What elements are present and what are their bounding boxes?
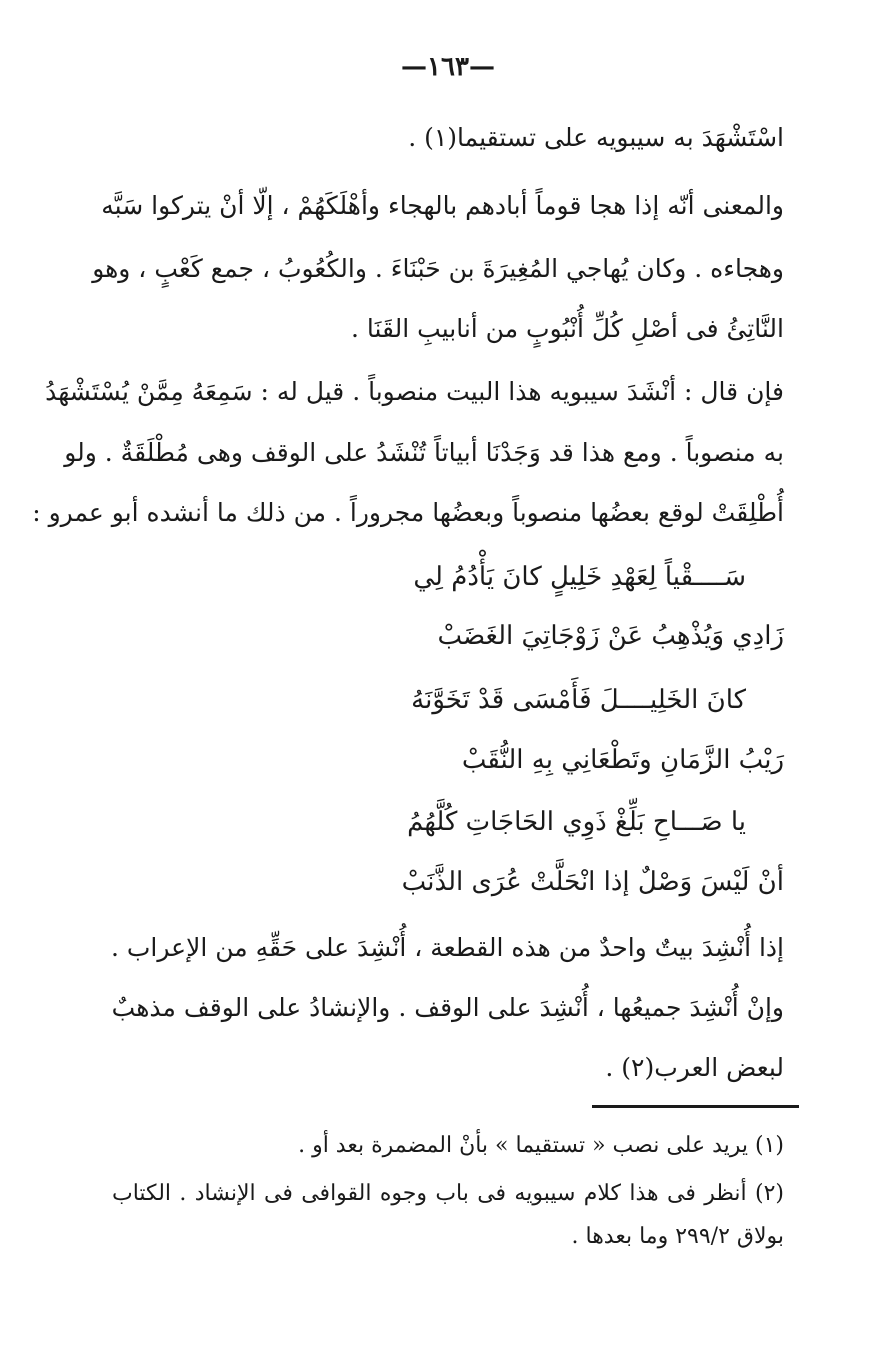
paragraph-line: وهجاءه . وكان يُهاجي المُغِيرَةَ بن حَبْنَاءَ . والكُعُوبُ ، جمع كَعْبٍ ، وهو xyxy=(92,254,784,283)
paragraph-line: فإن قال : أنْشَدَ سيبويه هذا البيت منصوباً . قيل له : سَمِعَهُ مِمَّنْ يُسْتَشْهَدُ xyxy=(45,377,784,406)
verse-line: سَــــقْياً لِعَهْدِ خَلِيلٍ كانَ يَأْدُمُ لِي xyxy=(413,562,746,592)
paragraph-line: والمعنى أنّه إذا هجا قوماً أبادهم بالهجاء وأهْلَكَهُمْ ، إلّا أنْ يتركوا سَبَّه xyxy=(101,191,784,220)
footnote-line: بولاق ٢٩٩/٢ وما بعدها . xyxy=(571,1224,784,1249)
page-number: —١٦٣— xyxy=(401,52,495,82)
verse-line: أنْ لَيْسَ وَصْلٌ إذا انْحَلَّتْ عُرَى الذَّنَبْ xyxy=(401,867,784,897)
paragraph-line: اسْتَشْهَدَ به سيبويه على تستقيما(١) . xyxy=(408,123,784,152)
verse-line: يا صَـــاحِ بَلِّغْ ذَوِي الحَاجَاتِ كُلَّهُمُ xyxy=(407,807,746,837)
paragraph-line: إذا أُنْشِدَ بيتٌ واحدٌ من هذه القطعة ، أُنْشِدَ على حَقِّهِ من الإعراب . xyxy=(110,933,784,962)
verse-line: رَيْبُ الزَّمَانِ وتَطْعَانِي بِهِ النُّقَبْ xyxy=(461,745,784,775)
footnote-line: (١) يريد على نصب « تستقيما » بأنْ المضمرة بعد أو . xyxy=(298,1133,784,1158)
verse-line: كانَ الخَلِيــــلَ فَأَمْسَى قَدْ تَخَوَّنَهُ xyxy=(411,685,746,715)
paragraph-line: لبعض العرب(٢) . xyxy=(605,1053,784,1082)
paragraph-line: النَّاتِئُ فى أصْلِ كُلِّ أُنْبُوبٍ من أنابيبِ القَنَا . xyxy=(350,314,784,343)
paragraph-line: أُطْلِقَتْ لوقع بعضُها منصوباً وبعضُها مجروراً . من ذلك ما أنشده أبو عمرو : xyxy=(32,498,784,527)
footnote-divider xyxy=(592,1105,799,1108)
paragraph-line: به منصوباً . ومع هذا قد وَجَدْنَا أبياتاً تُنْشَدُ على الوقف وهى مُطْلَقَةٌ . ولو xyxy=(64,438,784,467)
verse-line: زَادِي وَيُذْهِبُ عَنْ زَوْجَاتِيَ الغَضَبْ xyxy=(437,621,784,651)
paragraph-line: وإنْ أُنْشِدَ جميعُها ، أُنْشِدَ على الوقف . والإنشادُ على الوقف مذهبٌ xyxy=(111,993,784,1022)
footnote-line: (٢) أنظر فى هذا كلام سيبويه فى باب وجوه القوافى فى الإنشاد . الكتاب xyxy=(112,1181,784,1206)
